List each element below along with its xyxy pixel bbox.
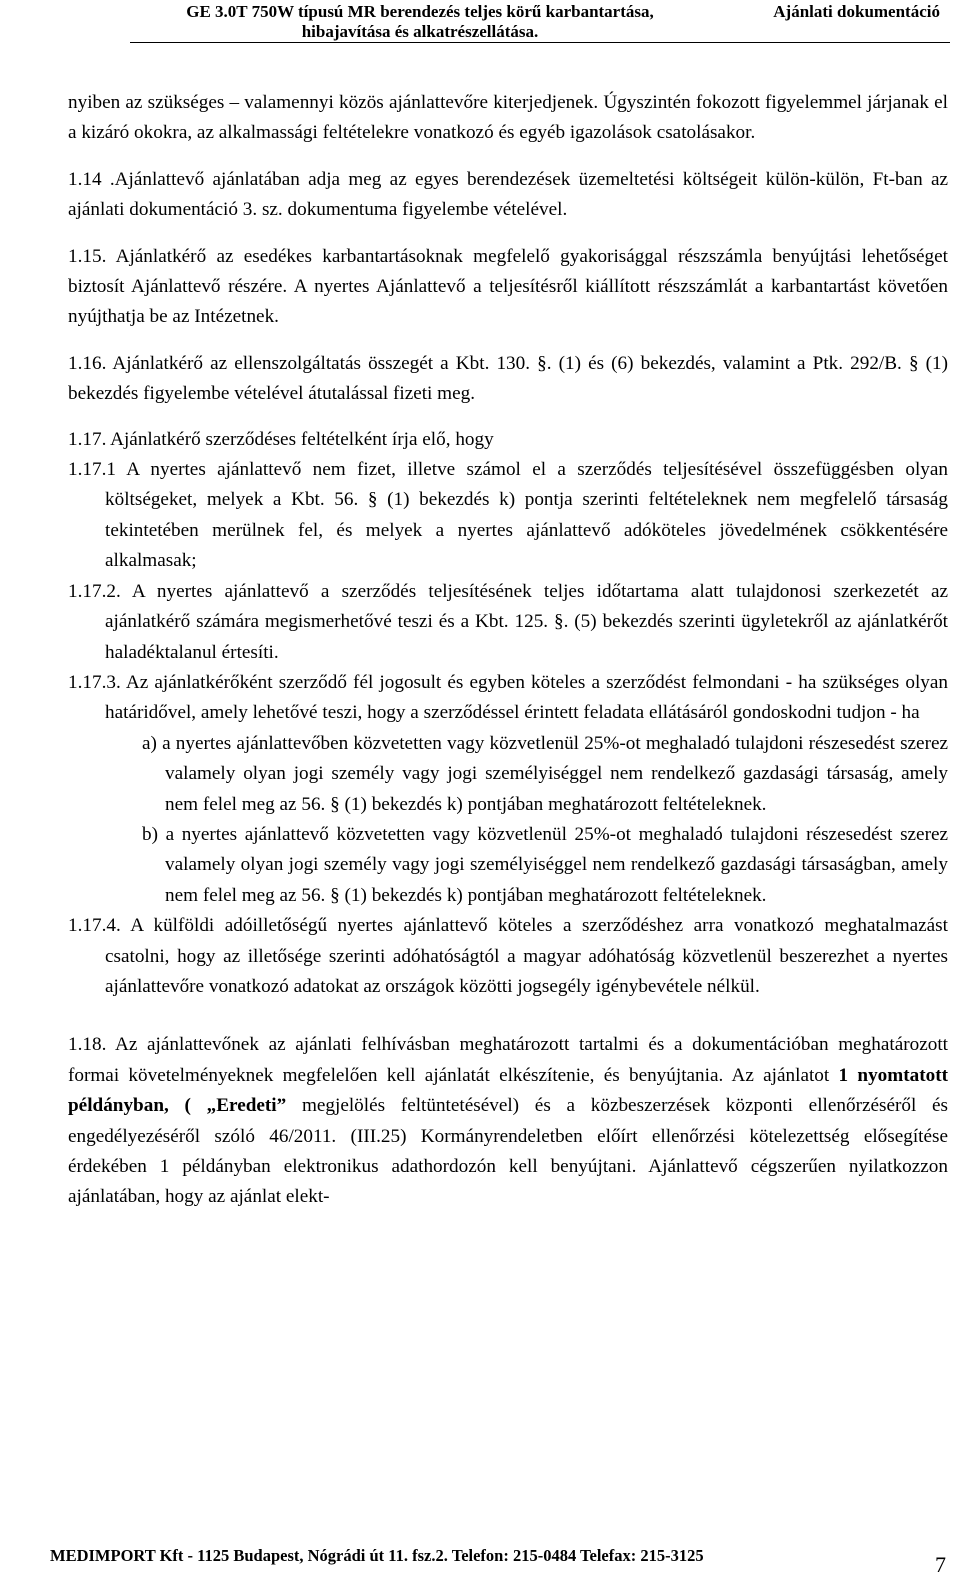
paragraph-1-18-part-1: 1.18. Az ajánlattevőnek az ajánlati felhívásban meghatározott tartalmi és a dokumentációban meghatározott formai követelményeknek megfelelően kell ajánlatát elkészítenie, és benyújtania. Az ajánlatot <box>68 1034 948 1086</box>
paragraph-1-17-2: 1.17.2. A nyertes ajánlattevő a szerződés teljesítésének teljes időtartama alatt tulajdonosi szerkezetét az ajánlatkérő számára megismerhetővé teszi és a Kbt. 125. §. (5) bekezdés szerinti ügyletekről az ajánlatkérőt haladéktalanul értesíti. <box>68 580 948 663</box>
page-number: 7 <box>935 1552 946 1577</box>
page-header <box>130 2 950 43</box>
page-footer: MEDIMPORT Kft - 1125 Budapest, Nógrádi út 11. fsz.2. Telefon: 215-0484 Telefax: 215-3125 <box>50 1546 704 1565</box>
paragraph-1-18-bold: 1 nyomtatott példányban, ( „Eredeti” <box>68 1064 948 1117</box>
paragraph-1-17-3-a: a) a nyertes ajánlattevőben közvetetten vagy közvetlenül 25%-ot meghaladó tulajdoni részesedést szerez valamely olyan jogi személy vagy jogi személyiséggel nem rendelkező gazdasági társaság, amely nem felel meg az 56. § (1) bekezdés k) pontjában meghatározott feltételeknek. <box>142 732 948 815</box>
paragraph-1-17-3-b: b) a nyertes ajánlattevő közvetetten vagy közvetlenül 25%-ot meghaladó tulajdoni részesedést szerez valamely olyan jogi személy vagy jogi személyiséggel nem rendelkező gazdasági társaságban, amely nem felel meg az 56. § (1) bekezdés k) pontjában meghatározott feltételeknek. <box>142 823 948 906</box>
paragraph-continuation: nyiben az szükséges – valamennyi közös ajánlattevőre kiterjedjenek. Úgyszintén fokozott figyelemmel járjanak el a kizáró okokra, az alkalmassági feltételekre vonatkozó és egyéb igazolások csatolásakor. <box>68 92 948 144</box>
header-title-line-2: hibajavítása és alkatrészellátása. <box>301 22 539 41</box>
paragraph-1-15: 1.15. Ajánlatkérő az esedékes karbantartásoknak megfelelő gyakorisággal részszámla benyújtási lehetőséget biztosít Ajánlattevő részére. A nyertes Ajánlattevő a teljesítésről kiállított részszámlát a karbantartást követően nyújthatja be az Intézetnek. <box>68 245 948 328</box>
paragraph-1-14: 1.14 .Ajánlattevő ajánlatában adja meg az egyes berendezések üzemeltetési költségeit külön-külön, Ft-ban az ajánlati dokumentáció 3. sz. dokumentuma figyelembe vételével. <box>68 168 948 221</box>
paragraph-1-17-4: 1.17.4. A külföldi adóilletőségű nyertes ajánlattevő köteles a szerződéshez arra vonatkozó meghatalmazást csatolni, hogy az illetősége szerinti adóhatóságtól a magyar adóhatóság közvetlenül beszerezhet a nyertes ajánlattevőre vonatkozó adatokat az országok közötti jogsegély igénybevétele nélkül. <box>68 915 948 997</box>
paragraph-1-17-1: 1.17.1 A nyertes ajánlattevő nem fizet, illetve számol el a szerződés teljesítésével összefüggésben olyan költségeket, melyek a Kbt. 56. § (1) bekezdés k) pontja szerinti feltételeknek nem megfelelő társaság tekintetében merülnek fel, és melyek a nyertes ajánlattevő adóköteles jövedelmének csökkentésére alkalmasak; <box>68 459 948 572</box>
paragraph-1-17: 1.17. Ajánlatkérő szerződéses feltételként írja elő, hogy <box>68 428 494 450</box>
header-section-label: Ajánlati dokumentáció <box>773 2 940 21</box>
paragraph-1-18-part-2: megjelölés feltüntetésével) és a közbeszerzések központi ellenőrzéséről és engedélyezéséről szóló 46/2011. (III.25) Kormányrendeletben előírt ellenőrzési kötelezettség elősegítése érdekében 1 példányban elektronikus adathordozón kell benyújtani. Ajánlattevő cégszerűen nyilatkozzon ajánlatában, hogy az ajánlat elekt- <box>68 1095 948 1208</box>
header-title-line-1: GE 3.0T 750W típusú MR berendezés teljes körű karbantartása, <box>186 2 654 21</box>
document-body <box>68 88 948 1213</box>
paragraph-1-18 <box>68 1030 948 1212</box>
paragraph-1-16: 1.16. Ajánlatkérő az ellenszolgáltatás összegét a Kbt. 130. §. (1) és (6) bekezdés, valamint a Ptk. 292/B. § (1) bekezdés figyelembe vételével átutalással fizeti meg. <box>68 352 948 405</box>
paragraph-1-17-3: 1.17.3. Az ajánlatkérőként szerződő fél jogosult és egyben köteles a szerződést felmondani - ha szükséges olyan határidővel, amely lehetővé teszi, hogy a szerződéssel érintett feladata ellátásáról gondoskodni tudjon - ha <box>68 671 948 724</box>
header-document-title <box>130 2 710 42</box>
